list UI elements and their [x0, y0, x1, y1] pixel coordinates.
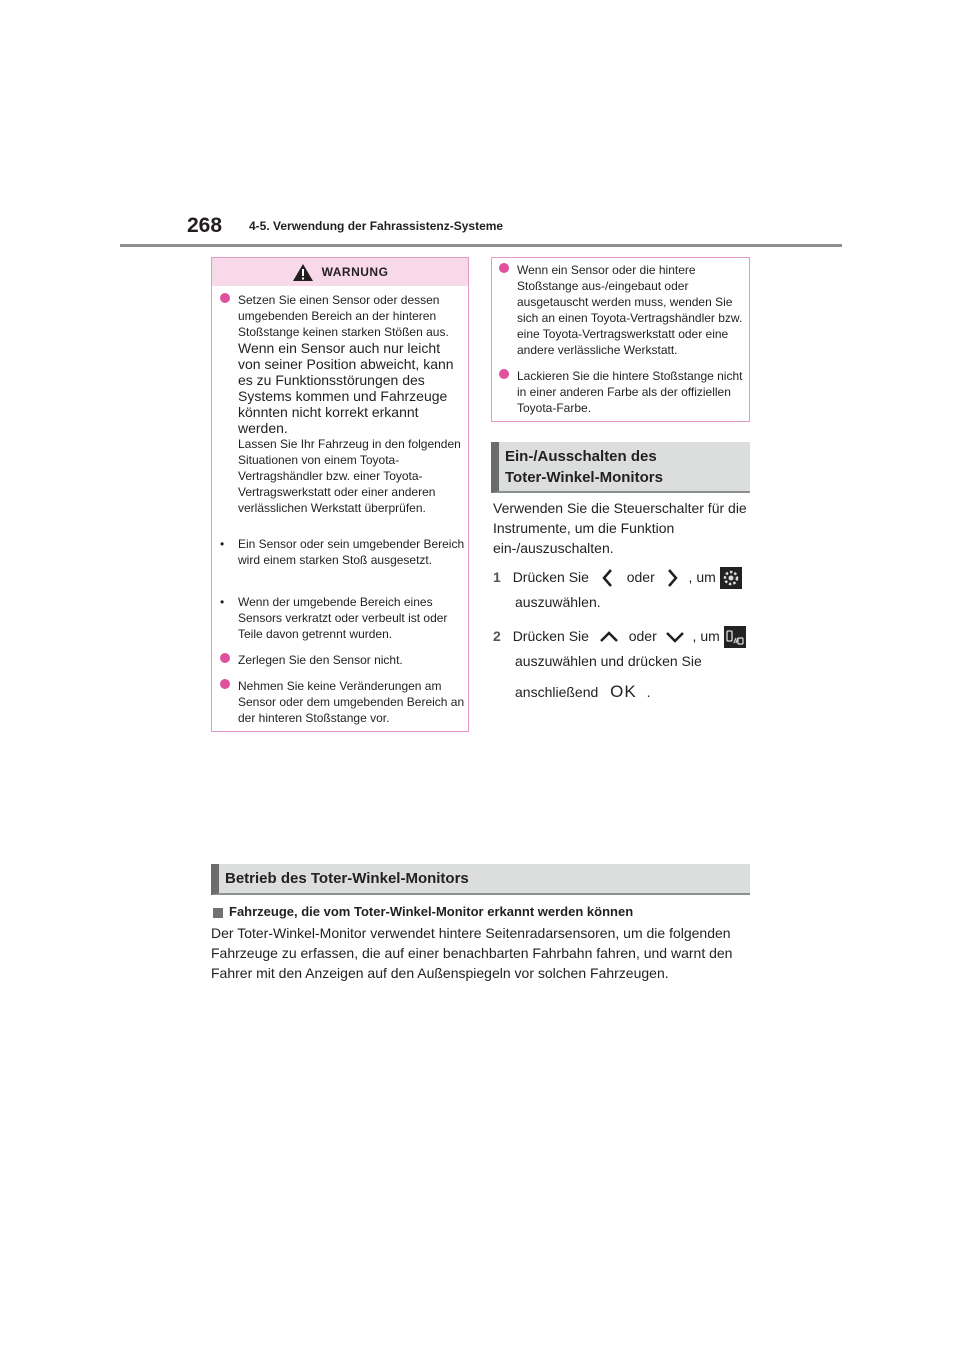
step-1-or: oder	[626, 569, 655, 585]
operation-body: Der Toter-Winkel-Monitor verwendet hintere Seitenradarsensoren, um die folgenden Fahrzeuge zu erfassen, die auf einer benachbarten Fahrbahn fahren, und warnt den Fahrer mit den Anzeigen auf den Außenspiegeln vor solchen Fahrzeugen.	[211, 925, 733, 981]
bullet-dot	[499, 369, 509, 379]
bsm-icon	[724, 626, 746, 648]
bullet-dot	[220, 679, 230, 689]
warning-box	[211, 257, 469, 732]
chevron-up-icon	[597, 626, 621, 648]
step-2-text-b: auszuwählen und drücken Sie	[515, 653, 702, 669]
warning-item-1	[220, 292, 465, 516]
warning-item-3	[220, 678, 465, 726]
header-rule	[120, 244, 842, 247]
onoff-heading	[491, 442, 750, 493]
onoff-heading-line-1: Ein-/Ausschalten des	[505, 448, 657, 465]
chevron-right-icon	[661, 567, 683, 589]
step-2-um: , um	[692, 628, 720, 644]
step-2-number: 2	[493, 628, 501, 644]
sub-dot: •	[220, 537, 225, 551]
warning-item-2-text: Zerlegen Sie den Sensor nicht.	[238, 653, 403, 667]
onoff-intro: Verwenden Sie die Steuerschalter für die Instrumente, um die Funktion ein-/auszuschalten.	[493, 500, 747, 556]
square-bullet-icon	[213, 908, 223, 918]
operation-heading: Betrieb des Toter-Winkel-Monitors	[211, 864, 750, 895]
step-1-number: 1	[493, 569, 501, 585]
section-title: 4-5. Verwendung der Fahrassistenz-Systeme	[249, 219, 504, 233]
step-1-text-b: auszuwählen.	[515, 594, 601, 610]
step-2-or: oder	[628, 628, 657, 644]
warning-item-1-text: Setzen Sie einen Sensor oder dessen umgebenden Bereich an der hinteren Stoßstange keinen starken Stößen aus.	[238, 293, 449, 339]
step-2-text-c: anschließend	[515, 684, 599, 700]
operation-subheading	[213, 904, 633, 919]
warning-item-1-tail: Lassen Sie Ihr Fahrzeug in den folgenden Situationen von einem Toyota-Vertragshändler bzw. einer Toyota-Vertragswerkstatt oder einer anderen verlässlichen Werkstatt überprüfen.	[238, 437, 461, 515]
warning-item-1-emphasis: Wenn ein Sensor auch nur leicht von seiner Position abweicht, kann es zu Funktionsstörungen des Systems kommen und Fahrzeuge könnten nicht korrekt erkannt werden.	[238, 340, 454, 436]
note-item-2-text: Lackieren Sie die hintere Stoßstange nicht in einer anderen Farbe als der offiziellen Toyota-Farbe.	[517, 369, 743, 415]
warning-header	[212, 258, 468, 286]
step-1-text-a: Drücken Sie	[512, 569, 589, 585]
step-2-line-c	[515, 682, 651, 702]
bullet-dot	[220, 653, 230, 663]
operation-subheading-text: Fahrzeuge, die vom Toter-Winkel-Monitor erkannt werden können	[229, 904, 634, 919]
page-number: 268	[187, 214, 223, 237]
note-item-1	[499, 262, 744, 358]
bullet-dot	[220, 293, 230, 303]
warning-sub-2	[220, 594, 465, 642]
warning-item-2	[220, 652, 465, 668]
warning-sub-2-text: Wenn der umgebende Bereich eines Sensors verkratzt oder verbeult ist oder Teile davon getrennt wurden.	[238, 595, 448, 641]
sub-dot: •	[220, 595, 225, 609]
ok-button-label: OK	[610, 682, 637, 701]
note-box	[491, 257, 750, 422]
step-2-end: .	[646, 684, 651, 700]
gear-icon	[720, 567, 742, 589]
chevron-down-icon	[663, 626, 687, 648]
step-2-text-a: Drücken Sie	[512, 628, 589, 644]
warning-item-3-text: Nehmen Sie keine Veränderungen am Sensor oder dem umgebenden Bereich an der hinteren Stoßstange vor.	[238, 679, 465, 725]
onoff-heading-line-2: Toter-Winkel-Monitors	[505, 469, 663, 486]
warning-sub-1	[220, 536, 465, 568]
step-1-um: , um	[688, 569, 716, 585]
chevron-left-icon	[597, 567, 619, 589]
bullet-dot	[499, 263, 509, 273]
step-2	[493, 623, 753, 649]
note-item-2	[499, 368, 744, 416]
step-1	[493, 564, 753, 590]
note-item-1-text: Wenn ein Sensor oder die hintere Stoßstange aus-/eingebaut oder ausgetauscht werden muss, wenden Sie sich an einen Toyota-Vertragshändler bzw. eine Toyota-Vertragswerkstatt oder eine andere verlässliche Werkstatt.	[517, 263, 743, 357]
warning-label: WARNUNG	[321, 265, 389, 279]
warning-sub-1-text: Ein Sensor oder sein umgebender Bereich wird einem starken Stoß ausgesetzt.	[238, 537, 465, 567]
warning-triangle-icon	[292, 263, 314, 282]
